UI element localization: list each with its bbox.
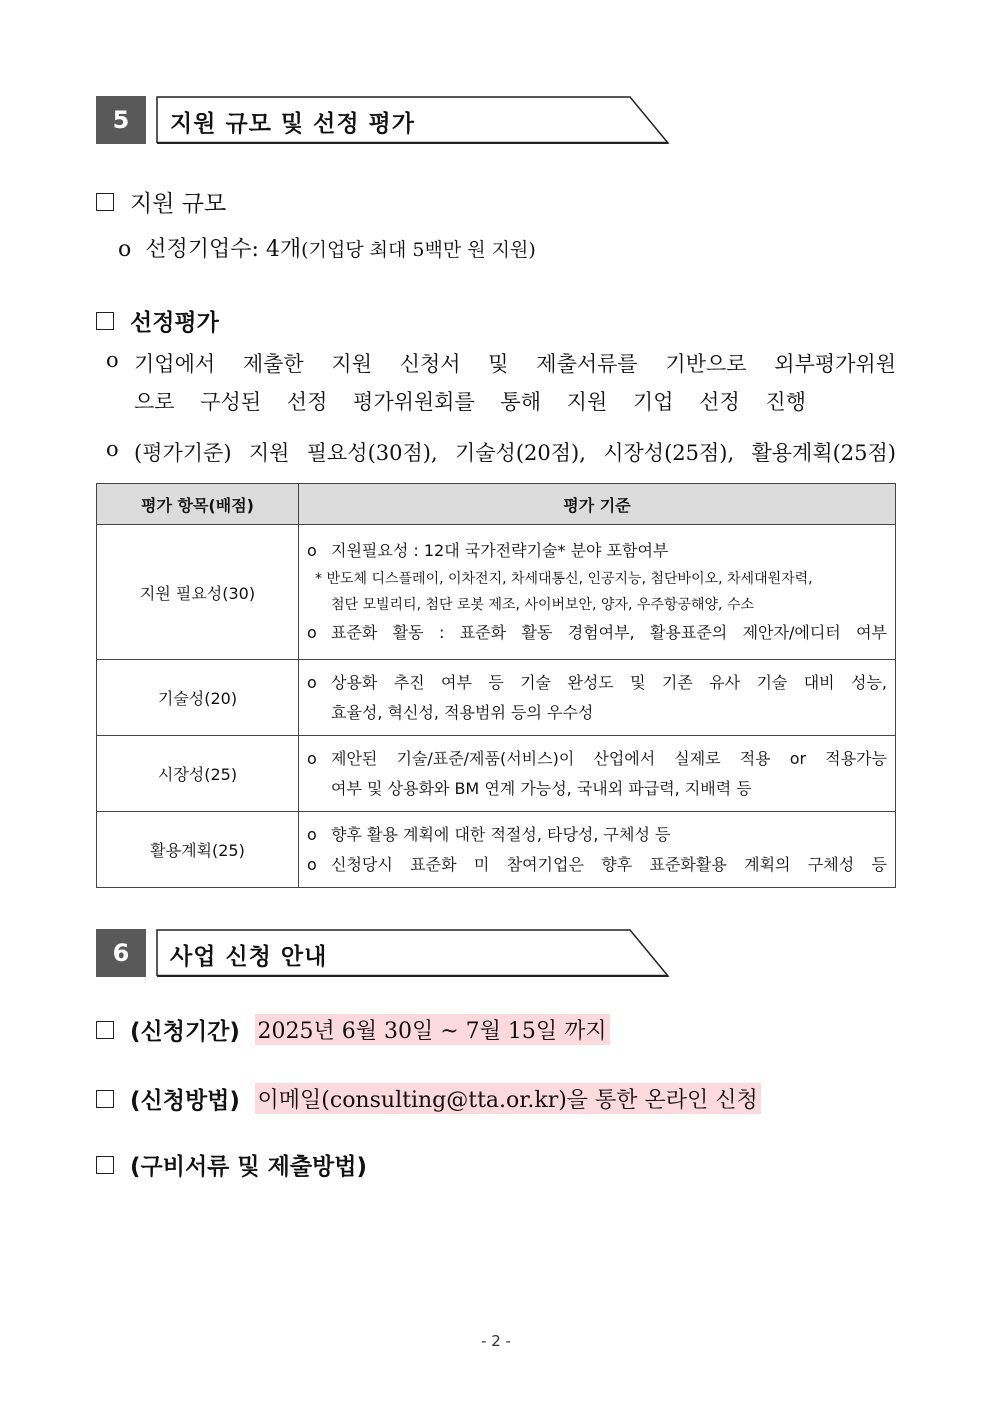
selection-bullet-1: o 기업에서 제출한 지원 신청서 및 제출서류를 기반으로 외부평가위원 xyxy=(106,348,896,376)
application-period: (신청기간) 2025년 6월 30일 ~ 7월 15일 까지 xyxy=(96,1013,610,1046)
row-item: 기술성(20) xyxy=(97,660,299,736)
row-criteria: o 지원필요성 : 12대 국가전략기술* 분야 포함여부 * 반도체 디스플레이, 이차전지, 차세대통신, 인공지능, 첨단바이오, 차세대원자력, 첨단 모빌리티, 첨단 로봇 제조, 사이버보안, 양자, 우주항공해양, 수소 o 표준화 활동 : 표준화 활동 경험여부, 활용표준의 제안자/에디터 여부 xyxy=(299,525,896,660)
table-row xyxy=(97,525,896,660)
section-title: 사업 신청 안내 xyxy=(170,944,328,970)
row-criteria: o 상용화 추진 여부 등 기술 완성도 및 기존 유사 기술 대비 성능, 효율성, 혁신성, 적용범위 등의 우수성 xyxy=(299,660,896,736)
section-title: 지원 규모 및 선정 평가 xyxy=(170,111,415,137)
section-5-header xyxy=(96,96,671,144)
row-item: 활용계획(25) xyxy=(97,812,299,888)
checkbox-icon xyxy=(96,193,114,211)
table-row xyxy=(97,736,896,812)
row-criteria: o 제안된 기술/표준/제품(서비스)이 산업에서 실제로 적용 or 적용가능 여부 및 상용화와 BM 연계 가능성, 국내외 파급력, 지배력 등 xyxy=(299,736,896,812)
checkbox-icon xyxy=(96,1156,114,1174)
selection-bullet-2: o (평가기준) 지원 필요성(30점), 기술성(20점), 시장성(25점), 활용계획(25점) xyxy=(106,437,896,465)
section-title-box xyxy=(156,929,671,977)
section-6-header xyxy=(96,929,671,977)
row-item: 시장성(25) xyxy=(97,736,299,812)
row-criteria: o 향후 활용 계획에 대한 적절성, 타당성, 구체성 등 o 신청당시 표준화 미 참여기업은 향후 표준화활용 계획의 구체성 등 xyxy=(299,812,896,888)
application-method: (신청방법) 이메일(consulting@tta.or.kr)을 통한 온라인 신청 xyxy=(96,1082,761,1115)
selection-eval-heading: 선정평가 xyxy=(96,304,219,337)
table-header-row xyxy=(97,484,896,525)
header-criteria: 평가 기준 xyxy=(299,484,896,525)
checkbox-icon xyxy=(96,1090,114,1108)
application-docs: (구비서류 및 제출방법) xyxy=(96,1148,367,1181)
period-value: 2025년 6월 30일 ~ 7월 15일 까지 xyxy=(255,1014,610,1045)
checkbox-icon xyxy=(96,1021,114,1039)
section-number: 5 xyxy=(96,96,146,144)
selected-companies-line: o 선정기업수: 4개(기업당 최대 5백만 원 지원) xyxy=(118,237,536,262)
support-scale-heading: 지원 규모 xyxy=(96,185,226,218)
checkbox-icon xyxy=(96,312,114,330)
table-row xyxy=(97,812,896,888)
section-number: 6 xyxy=(96,929,146,977)
selection-bullet-1-cont: 으로 구성된 선정 평가위원회를 통해 지원 기업 선정 진행 xyxy=(134,390,806,414)
table-row xyxy=(97,660,896,736)
page-number: - 2 - xyxy=(481,1332,511,1350)
section-title-box xyxy=(156,96,671,144)
row-item: 지원 필요성(30) xyxy=(97,525,299,660)
method-value: 이메일(consulting@tta.or.kr)을 통한 온라인 신청 xyxy=(255,1083,761,1114)
evaluation-table xyxy=(96,483,896,888)
header-item: 평가 항목(배점) xyxy=(97,484,299,525)
